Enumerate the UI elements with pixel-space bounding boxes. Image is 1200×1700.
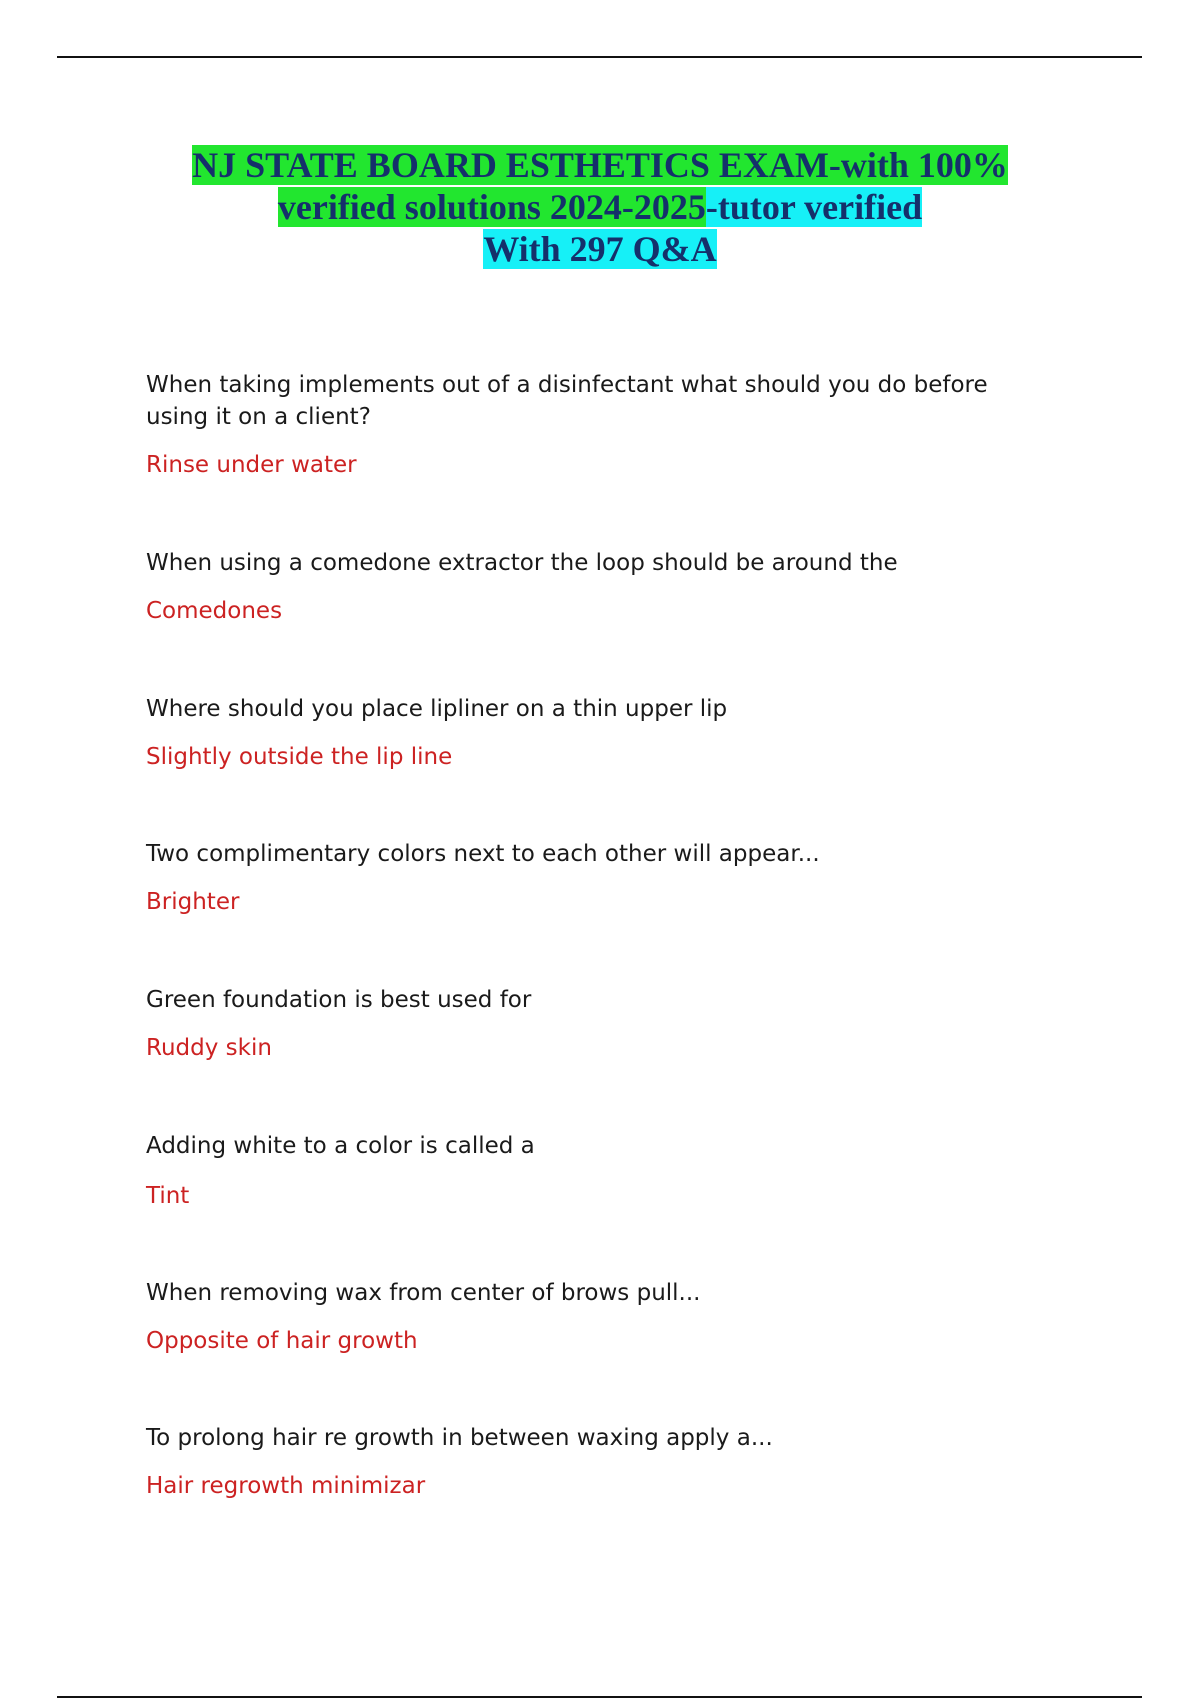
answer-text: Tint	[146, 1183, 190, 1209]
document-title	[0, 144, 1200, 270]
title-line-2	[0, 186, 1200, 228]
answer-text: Brighter	[146, 889, 240, 915]
answer-text: Slightly outside the lip line	[146, 744, 453, 770]
question-text: When taking implements out of a disinfectant what should you do before using it on a client?	[146, 372, 988, 430]
qa-item	[146, 547, 1046, 693]
title-line-1-highlight: NJ STATE BOARD ESTHETICS EXAM-with 100%	[192, 145, 1008, 185]
question-text: When removing wax from center of brows pull...	[146, 1280, 701, 1306]
answer-text: Comedones	[146, 598, 283, 624]
qa-item	[146, 693, 1046, 838]
qa-list	[146, 369, 1046, 1512]
answer-text: Ruddy skin	[146, 1035, 272, 1061]
title-line-2-cyan-highlight: -tutor verified	[705, 187, 923, 227]
question-text: When using a comedone extractor the loop should be around the	[146, 550, 898, 576]
qa-item	[146, 838, 1046, 984]
question-text: Where should you place lipliner on a thin upper lip	[146, 696, 728, 722]
question-text: To prolong hair re growth in between waxing apply a...	[146, 1425, 773, 1451]
question-text: Two complimentary colors next to each other will appear...	[146, 841, 820, 867]
answer-text: Hair regrowth minimizar	[146, 1473, 426, 1499]
bottom-rule	[57, 1696, 1142, 1698]
top-rule	[57, 56, 1142, 58]
qa-item	[146, 1422, 1046, 1512]
qa-item	[146, 1130, 1046, 1277]
title-line-2-green-highlight: verified solutions 2024-2025	[277, 187, 706, 227]
qa-item	[146, 1277, 1046, 1422]
qa-item	[146, 984, 1046, 1130]
title-line-3	[0, 228, 1200, 270]
question-text: Green foundation is best used for	[146, 987, 532, 1013]
answer-text: Rinse under water	[146, 452, 357, 478]
title-line-3-highlight: With 297 Q&A	[483, 229, 717, 269]
title-line-1	[0, 144, 1200, 186]
question-text: Adding white to a color is called a	[146, 1133, 535, 1159]
answer-text: Opposite of hair growth	[146, 1328, 418, 1354]
qa-item	[146, 369, 1046, 547]
